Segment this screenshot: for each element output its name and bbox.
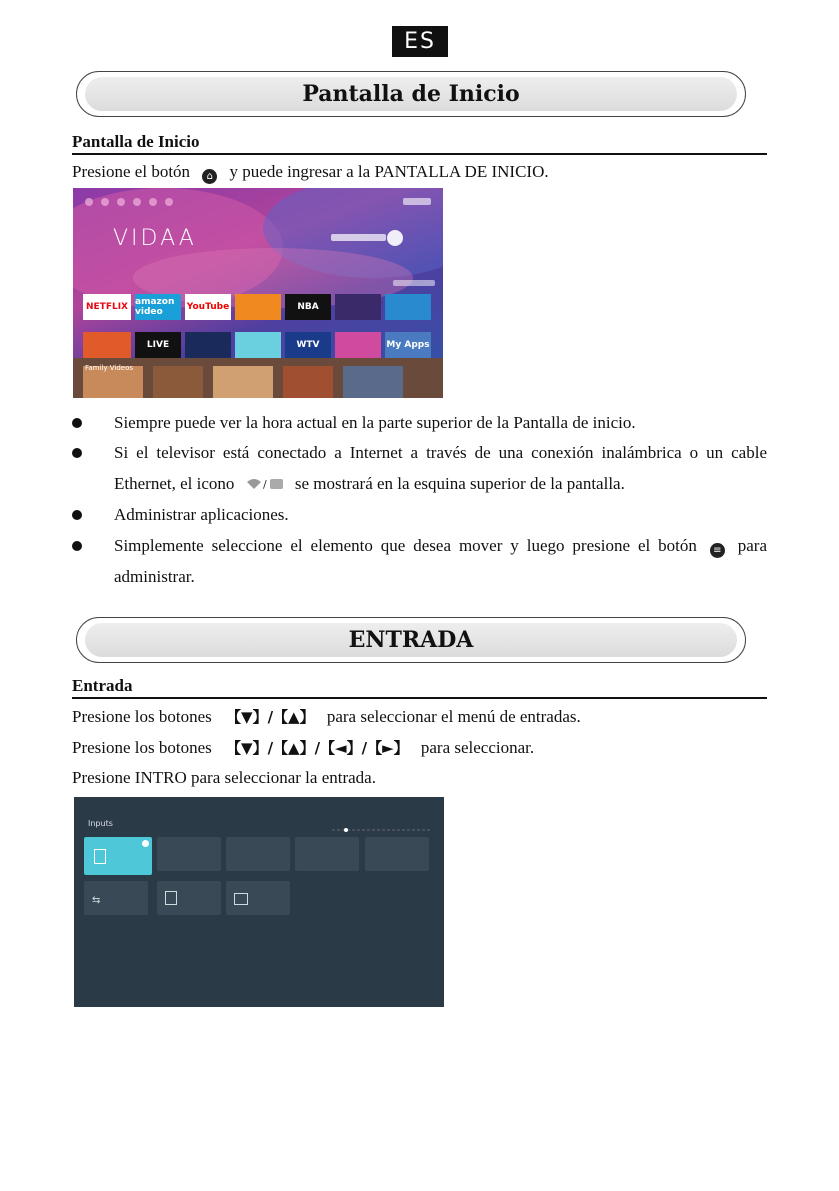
move-text-after: para administrar. [114, 536, 768, 586]
tile-nba: NBA [285, 294, 331, 320]
svg-text:/: / [262, 478, 267, 491]
input-tile [295, 837, 359, 871]
menu-button-icon: ≡ [710, 543, 725, 558]
line2-after: para seleccionar. [420, 738, 535, 757]
line2-before: Presione los botones [72, 738, 212, 757]
tile-wtv: WTV [285, 332, 331, 358]
language-badge: ES [392, 26, 448, 57]
section-heading-input: Entrada [72, 676, 767, 699]
tile-row2-3 [185, 332, 231, 358]
section-banner-input [76, 617, 746, 663]
input-line-2 [72, 737, 534, 758]
input-tile [157, 837, 221, 871]
home-screen-screenshot [73, 188, 443, 398]
bullet-dot [72, 418, 82, 428]
banner-title: Pantalla de Inicio [85, 77, 737, 111]
bullet-dot [72, 448, 82, 458]
line1-after: para seleccionar el menú de entradas. [326, 707, 581, 726]
inputs-pager [332, 827, 432, 833]
bullet-clock: Siempre puede ver la hora actual en la parte superior de la Pantalla de inicio. [114, 413, 636, 432]
tile-dark-app [335, 294, 381, 320]
input-tile [157, 881, 221, 915]
home-icon: ⌂ [202, 169, 217, 184]
intro-text-before: Presione el botón [72, 162, 191, 181]
tile-orange-app [235, 294, 281, 320]
tile-youtube: YouTube [185, 294, 231, 320]
input-tile [226, 881, 290, 915]
input-line-1 [72, 706, 581, 727]
tile-amazon: amazon video [135, 294, 181, 320]
vidaa-logo: VIDAA [113, 226, 197, 251]
network-icon [245, 470, 285, 501]
input-tile [365, 837, 429, 871]
bullet-move-item [114, 530, 767, 592]
tile-live: LIVE [135, 332, 181, 358]
bullet-manage-apps: Administrar aplicaciones. [114, 505, 289, 524]
home-intro [72, 162, 549, 184]
up-down-keys: 【▼】/【▲】 [226, 708, 315, 726]
tile-row2-4 [235, 332, 281, 358]
banner-title: ENTRADA [85, 623, 737, 657]
tile-blue-app [385, 294, 431, 320]
inputs-screenshot [74, 797, 444, 1007]
tile-my-apps: My Apps [385, 332, 431, 358]
section-heading-home: Pantalla de Inicio [72, 132, 767, 155]
network-text-after: se mostrará en la esquina superior de la pantalla. [294, 474, 625, 493]
arrow-keys: 【▼】/【▲】/【◄】/【►】 [226, 739, 409, 757]
input-tile-selected [84, 837, 152, 875]
bullet-dot [72, 510, 82, 520]
intro-text-after: y puede ingresar a la PANTALLA DE INICIO. [229, 162, 549, 181]
bullet-dot [72, 541, 82, 551]
tile-netflix: NETFLIX [83, 294, 131, 320]
bullet-network [114, 437, 767, 501]
section-banner-home [76, 71, 746, 117]
line1-before: Presione los botones [72, 707, 212, 726]
row-label: Family Videos [85, 364, 134, 372]
input-tile [226, 837, 290, 871]
tile-row2-6 [335, 332, 381, 358]
tile-row2-1 [83, 332, 131, 358]
input-tile-usb: ⇆ [84, 881, 148, 915]
input-line-3: Presione INTRO para seleccionar la entrada. [72, 768, 376, 787]
inputs-title: Inputs [88, 819, 113, 828]
move-text-before: Simplemente seleccione el elemento que desea mover y luego presione el botón [114, 536, 697, 555]
network-text-before: Si el televisor está conectado a Internet a través de una conexión inalámbrica o un cable Ethernet, el icono [114, 443, 767, 493]
